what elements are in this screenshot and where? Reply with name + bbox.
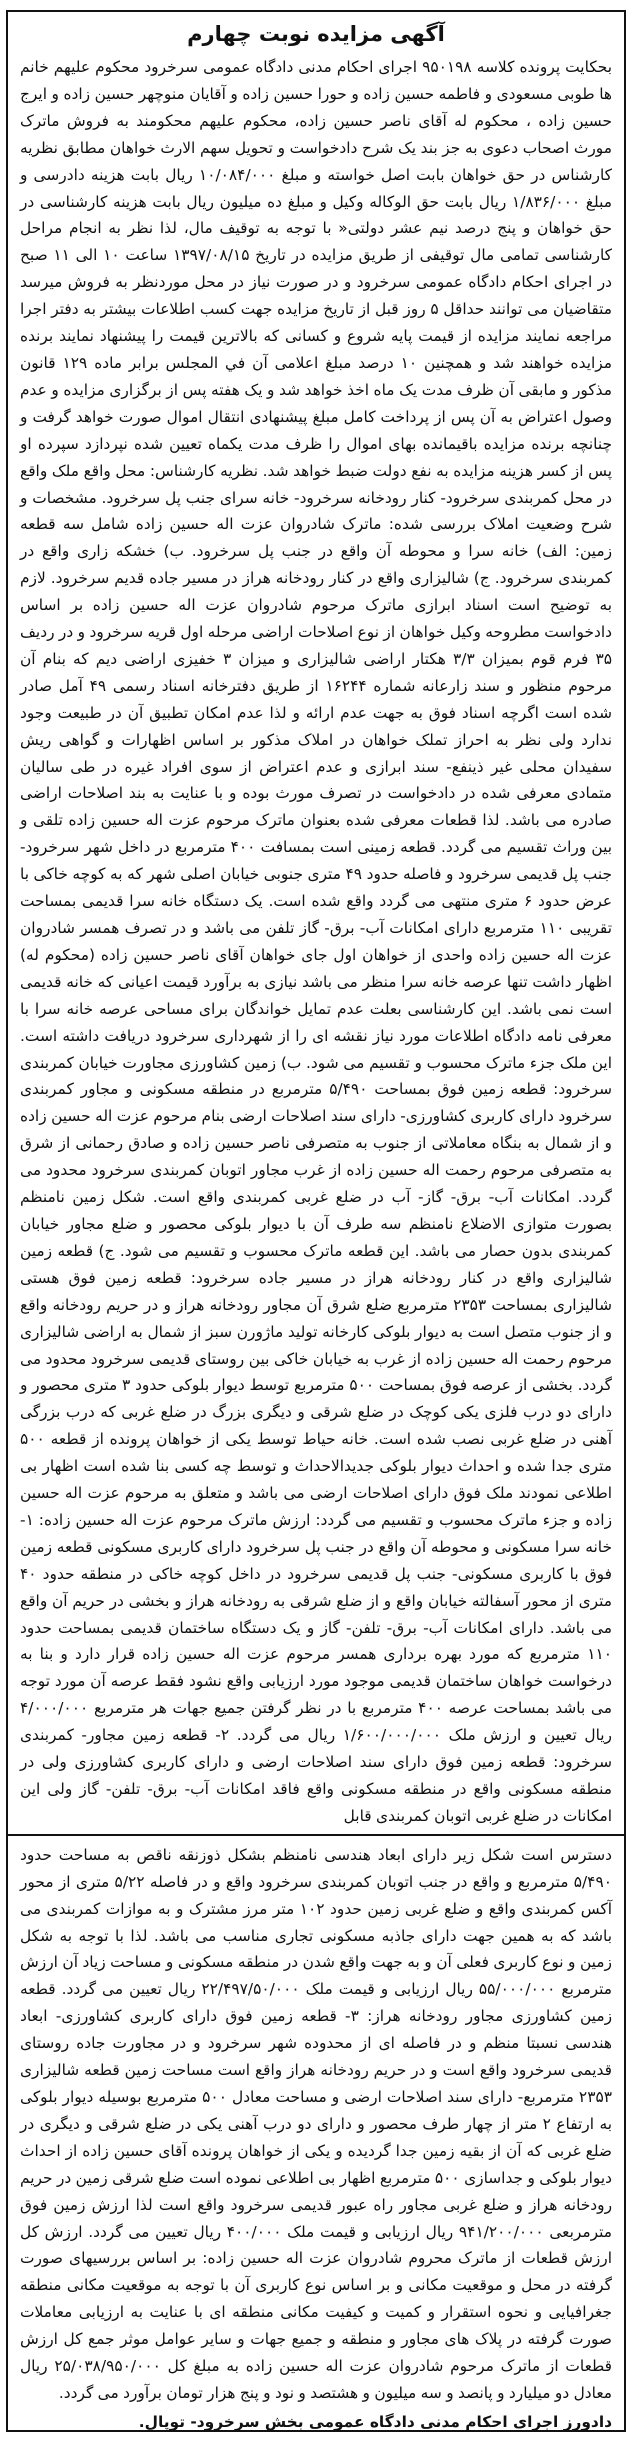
notice-signature: دادورز اجرای احکام مدنی دادگاه عمومی بخش سرخرود- توپال. xyxy=(138,2412,612,2431)
auction-notice xyxy=(6,10,626,2432)
section-divider xyxy=(8,1834,624,1836)
notice-body-main: بحکایت پرونده کلاسه ۹۵۰۱۹۸ اجرای احکام مدنی دادگاه عمومی سرخرود محکوم علیهم خانم ها طوبی مسعودی و فاطمه حسین زاده و حورا حسین زاده و آقایان منوچهر حسین زاده و ایرج حسین زاده ، محکوم له آقای ناصر حسین زاده، محکوم علیهم محکومند به فروش ماترک مورث اصحاب دعوی به جز بند یک شرح دادخواست و تحویل سهم الارث خواهان مطابق نظریه کارشناس در حق خواهان بابت اصل خواسته و مبلغ ۱۰/۰۸۴/۰۰۰ ریال بابت هزینه دادرسی و مبلغ ۱/۸۳۶/۰۰۰ ریال بابت حق الوکاله وکیل و مبلغ ده میلیون ریال بابت هزینه کارشناسی در حق خواهان و پنج درصد نیم عشر دولتی« با توجه به توقیف مال، لذا نظر به انجام مراحل کارشناسی تمامی مال توقیفی از طریق مزایده در تاریخ ۱۳۹۷/۰۸/۱۵ ساعت ۱۰ الی ۱۱ صبح در اجرای احکام دادگاه عمومی سرخرود و در صورت نیاز در محل موردنظر به فروش میرسد متقاضیان می توانند حداقل ۵ روز قبل از تاریخ مزایده جهت کسب اطلاعات بیشتر به دفتر اجرا مراجعه نمایند مزایده از قیمت پایه شروع و کسانی که بالاترین قیمت را پیشنهاد نمایند برنده مزایده خواهند شد و همچنین ۱۰ درصد مبلغ اعلامی آن في المجلس برابر ماده ۱۲۹ قانون مذکور و مابقی آن ظرف مدت یک ماه اخذ خواهد شد و یک هفته پس از برگزاری مزایده و عدم وصول اعتراض به آن پس از پرداخت کامل مبلغ پیشنهادی انتقال اموال صورت خواهد گرفت و چنانچه برنده مزایده باقیمانده بهای اموال را ظرف مدت یکماه تعیین شده نپردازد سپرده او پس از کسر هزینه مزایده به نفع دولت ضبط خواهد شد. نظریه کارشناس: محل واقع ملک واقع در محل کمربندی سرخرود- کنار رودخانه سرخرود- خانه سرای جنب پل سرخرود. مشخصات و شرح وضعیت املاک بررسی شده: ماترک شادروان عزت اله حسین زاده شامل سه قطعه زمین: الف) خانه سرا و محوطه آن واقع در جنب پل سرخرود. ب) خشکه زاری واقع در کمربندی سرخرود. ج) شالیزاری واقع در کنار رودخانه هراز در مسیر جاده قدیم سرخرود. لازم به توضیح است اسناد ابرازی ماترک مرحوم شادروان عزت اله حسین زاده بر اساس دادخواست مطروحه وکیل خواهان از نوع اصلاحات اراضی مرحله اول قریه سرخرود و در ردیف ۳۵ فرم قوم بمیزان ۳/۳ هکتار اراضی شالیزاری و میزان ۳ خفیزی اراضی دیم که بنام آن مرحوم منظور و سند زارعانه شماره ۱۶۲۴۴ از طریق دفترخانه اسناد رسمی ۴۹ آمل صادر شده است اگرچه اسناد فوق به جهت عدم ارائه و لذا عدم امکان تطبیق آن در طبیعت وجود ندارد ولی نظر به احراز تملک خواهان در املاک مذکور بر اساس اظهارات و گواهی ریش سفیدان محلی غیر ذینفع- سند ابرازی و عدم اعتراض از سوی افراد غیره در طی سالیان متمادی معرفی شده در دادخواست در تصرف مورث بوده و با عنایت به بند اصلاحات اراضی صادره می باشد. لذا قطعات معرفی شده بعنوان ماترک مرحوم عزت اله حسین زاده تلقی و بین وراث تقسیم می گردد. قطعه زمینی است بمسافت ۴۰۰ مترمربع در داخل شهر سرخرود- جنب پل قدیمی سرخرود و فاصله حدود ۴۹ متری جنوبی خیابان اصلی شهر که به کوچه خاکی با عرض حدود ۶ متری منتهی می گردد واقع شده است. یک دستگاه خانه سرا قدیمی بمساحت تقریبی ۱۱۰ مترمربع دارای امکانات آب- برق- گاز تلفن می باشد و در تصرف همسر شادروان عزت اله حسین زاده واحدی از خواهان اول جای خواهان آقای ناصر حسین زاده (محکوم له) اظهار داشت تنها عرصه خانه سرا منظر می باشد نیازی به برآورد قیمت اعیانی که خانه قدیمی است نمی باشد. این کارشناسی بعلت عدم تمایل خواندگان برای مساحی عرصه خانه سرا با معرفی نامه دادگاه اطلاعات مورد نیاز نقشه ای را از شهرداری سرخرود دریافت داشته است. این ملک جزء ماترک محسوب و تقسیم می شود. ب) زمین کشاورزی مجاورت خیابان کمربندی سرخرود: قطعه زمین فوق بمساحت ۵/۴۹۰ مترمربع در منطقه مسکونی و مجاور کمربندی سرخرود دارای کاربری کشاورزی- دارای سند اصلاحات ارضی بنام مرحوم عزت اله حسین زاده و از شمال به بنگاه معاملاتی از جنوب به متصرفی ناصر حسین زاده و صادق رحمانی از شرق به متصرفی مرحوم رحمت اله حسین زاده از غرب مجاور اتوبان کمربندی سرخرود محدود می گردد. امکانات آب- برق- گاز- آب در ضلع غربی کمربندی واقع است. شکل زمین نامنظم بصورت متوازی الاضلاع نامنظم سه طرف آن با دیوار بلوکی محصور و ضلع مجاور خیابان کمربندی بدون حصار می باشد. این قطعه ماترک محسوب و تقسیم می شود. ج) قطعه زمین شالیزاری واقع در کنار رودخانه هراز در مسیر جاده سرخرود: قطعه زمین فوق هستی شالیزاری بمساحت ۲۳۵۳ مترمربع ضلع شرق آن مجاور رودخانه هراز و در حریم رودخانه واقع و از جنوب متصل است به دیوار بلوکی کارخانه تولید ماژورن سبز از شمال به اراضی شالیزاری مرحوم رحمت اله حسین زاده از غرب به خیابان خاکی بین روستای قدیمی سرخرود محدود می گردد. بخشی از عرصه فوق بمساحت ۵۰۰ مترمربع توسط دیوار بلوکی حدود ۳ متری محصور و دارای دو درب فلزی یکی کوچک در ضلع شرقی و دیگری بزرگ در ضلع غربی که درب بزرگی آهنی در ضلع غربی نصب شده است. خانه حیاط توسط یکی از خواهان پرونده از قطعه ۵۰۰ متری جدا شده و احداث دیوار بلوکی جدیدالاحداث و توسط چه کسی بنا شده است اظهار بی اطلاعی نمودند ملک فوق دارای اصلاحات ارضی می باشد و متعلق به مرحوم عزت اله حسین زاده و جزء ماترک محسوب و تقسیم می گردد: ارزش ماترک مرحوم عزت اله حسین زاده: ۱- خانه سرا مسکونی و محوطه آن واقع در جنب پل سرخرود دارای کاربری مسکونی قطعه زمین فوق با کاربری مسکونی- جنب پل قدیمی سرخرود در داخل کوچه خاکی در منطقه حدود ۴۰ متری از محور آسفالته خیابان واقع و از ضلع شرقی به رودخانه هراز و بخشی در حریم آن واقع می باشد. دارای امکانات آب- برق- تلفن- گاز و یک دستگاه ساختمان قدیمی بمساحت حدود ۱۱۰ مترمربع که مورد بهره برداری همسر مرحوم عزت اله حسین زاده قرار دارد و بنا به درخواست خواهان ساختمان قدیمی موجود مورد ارزیابی واقع نشود فقط عرصه آن مورد توجه می باشد بمساحت عرصه ۴۰۰ مترمربع با در نظر گرفتن جمیع جهات هر مترمربع ۴/۰۰۰/۰۰۰ ریال تعیین و ارزش ملک ۱/۶۰۰/۰۰۰/۰۰۰ ریال می گردد. ۲- قطعه زمین مجاور- کمربندی سرخرود: قطعه زمین فوق دارای سند اصلاحات ارضی و دارای کاربری کشاورزی ولی در منطقه مسکونی واقع در منطقه مسکونی واقع فاقد امکانات آب- برق- تلفن- گاز ولی این امکانات در ضلع غربی اتوبان کمربندی قابل xyxy=(20,58,613,1825)
notice-body-valuation: دسترس است شکل زیر دارای ابعاد هندسی نامنظم بشکل ذوزنقه ناقص به مساحت حدود ۵/۴۹۰ مترمربع و واقع در جنب اتوبان کمربندی سرخرود واقع و در فاصله ۵/۲۲ متری از محور آکس کمربندی واقع و ضلع غربی زمین حدود ۱۰۲ متر مرز مشترک و به موازات کمربندی می باشد که به همین جهت دارای جاذبه مسکونی تجاری مناسب می باشد. لذا با توجه به شکل زمین و نوع کاربری فعلی آن و به جهت واقع شدن در منطقه مسکونی و مساحت زیاد آن ارزش مترمربع ۵۵/۰۰۰/۰۰۰ ریال ارزیابی و قیمت ملک ۲۲/۴۹۷/۵۰/۰۰۰ ریال تعیین می گردد. قطعه زمین کشاورزی مجاور رودخانه هراز: ۳- قطعه زمین فوق دارای کاربری کشاورزی- ابعاد هندسی نسبتا منظم و در فاصله ای از محدوده شهر سرخرود و در مجاورت جاده روستای قدیمی سرخرود واقع است و در حریم رودخانه هراز واقع است مساحت زمین قطعه شالیزاری ۲۳۵۳ مترمربع- دارای سند اصلاحات ارضی و مساحت معادل ۵۰۰ مترمربع بوسیله دیوار بلوکی به ارتفاع ۲ متر از چهار طرف محصور و دارای دو درب آهنی یکی در ضلع شرقی و دیگری در ضلع غربی که آن از بقیه زمین جدا گردیده و یکی از خواهان پرونده آقای حسین زاده از احداث دیوار بلوکی و جداسازی ۵۰۰ مترمربع اظهار بی اطلاعی نموده است ضلع شرقی زمین در حریم رودخانه هراز و ضلع غربی مجاور راه عبور قدیمی سرخرود واقع است لذا ارزش زمین فوق مترمربعی ۹۴۱/۲۰۰/۰۰۰ ریال ارزیابی و قیمت ملک ۴۰۰/۰۰۰ ریال تعیین می گردد. ارزش کل ارزش قطعات از ماترک محروم شادروان عزت اله حسین زاده: بر اساس بررسیهای صورت گرفته در محل و موقعیت مکانی و بر اساس نوع کاربری آن با توجه به موقعیت مکانی منطقه جغرافیایی و نحوه استقرار و کمیت و کیفیت مکانی منطقه ای با عنایت به ارزیابی معاملات صورت گرفته در پلاک های مجاور و منطقه و جمیع جهات و سایر عوامل موثر جمع کل ارزش قطعات از ماترک مرحوم شادروان عزت اله حسین زاده به مبلغ کل ۲۵/۰۳۸/۹۵۰/۰۰۰ ریال معادل دو میلیارد و پانصد و سه میلیون و هشتصد و نود و پنج هزار تومان برآورد می گردد. xyxy=(20,1845,613,2402)
notice-title: آگهی مزایده نوبت چهارم xyxy=(187,22,445,46)
